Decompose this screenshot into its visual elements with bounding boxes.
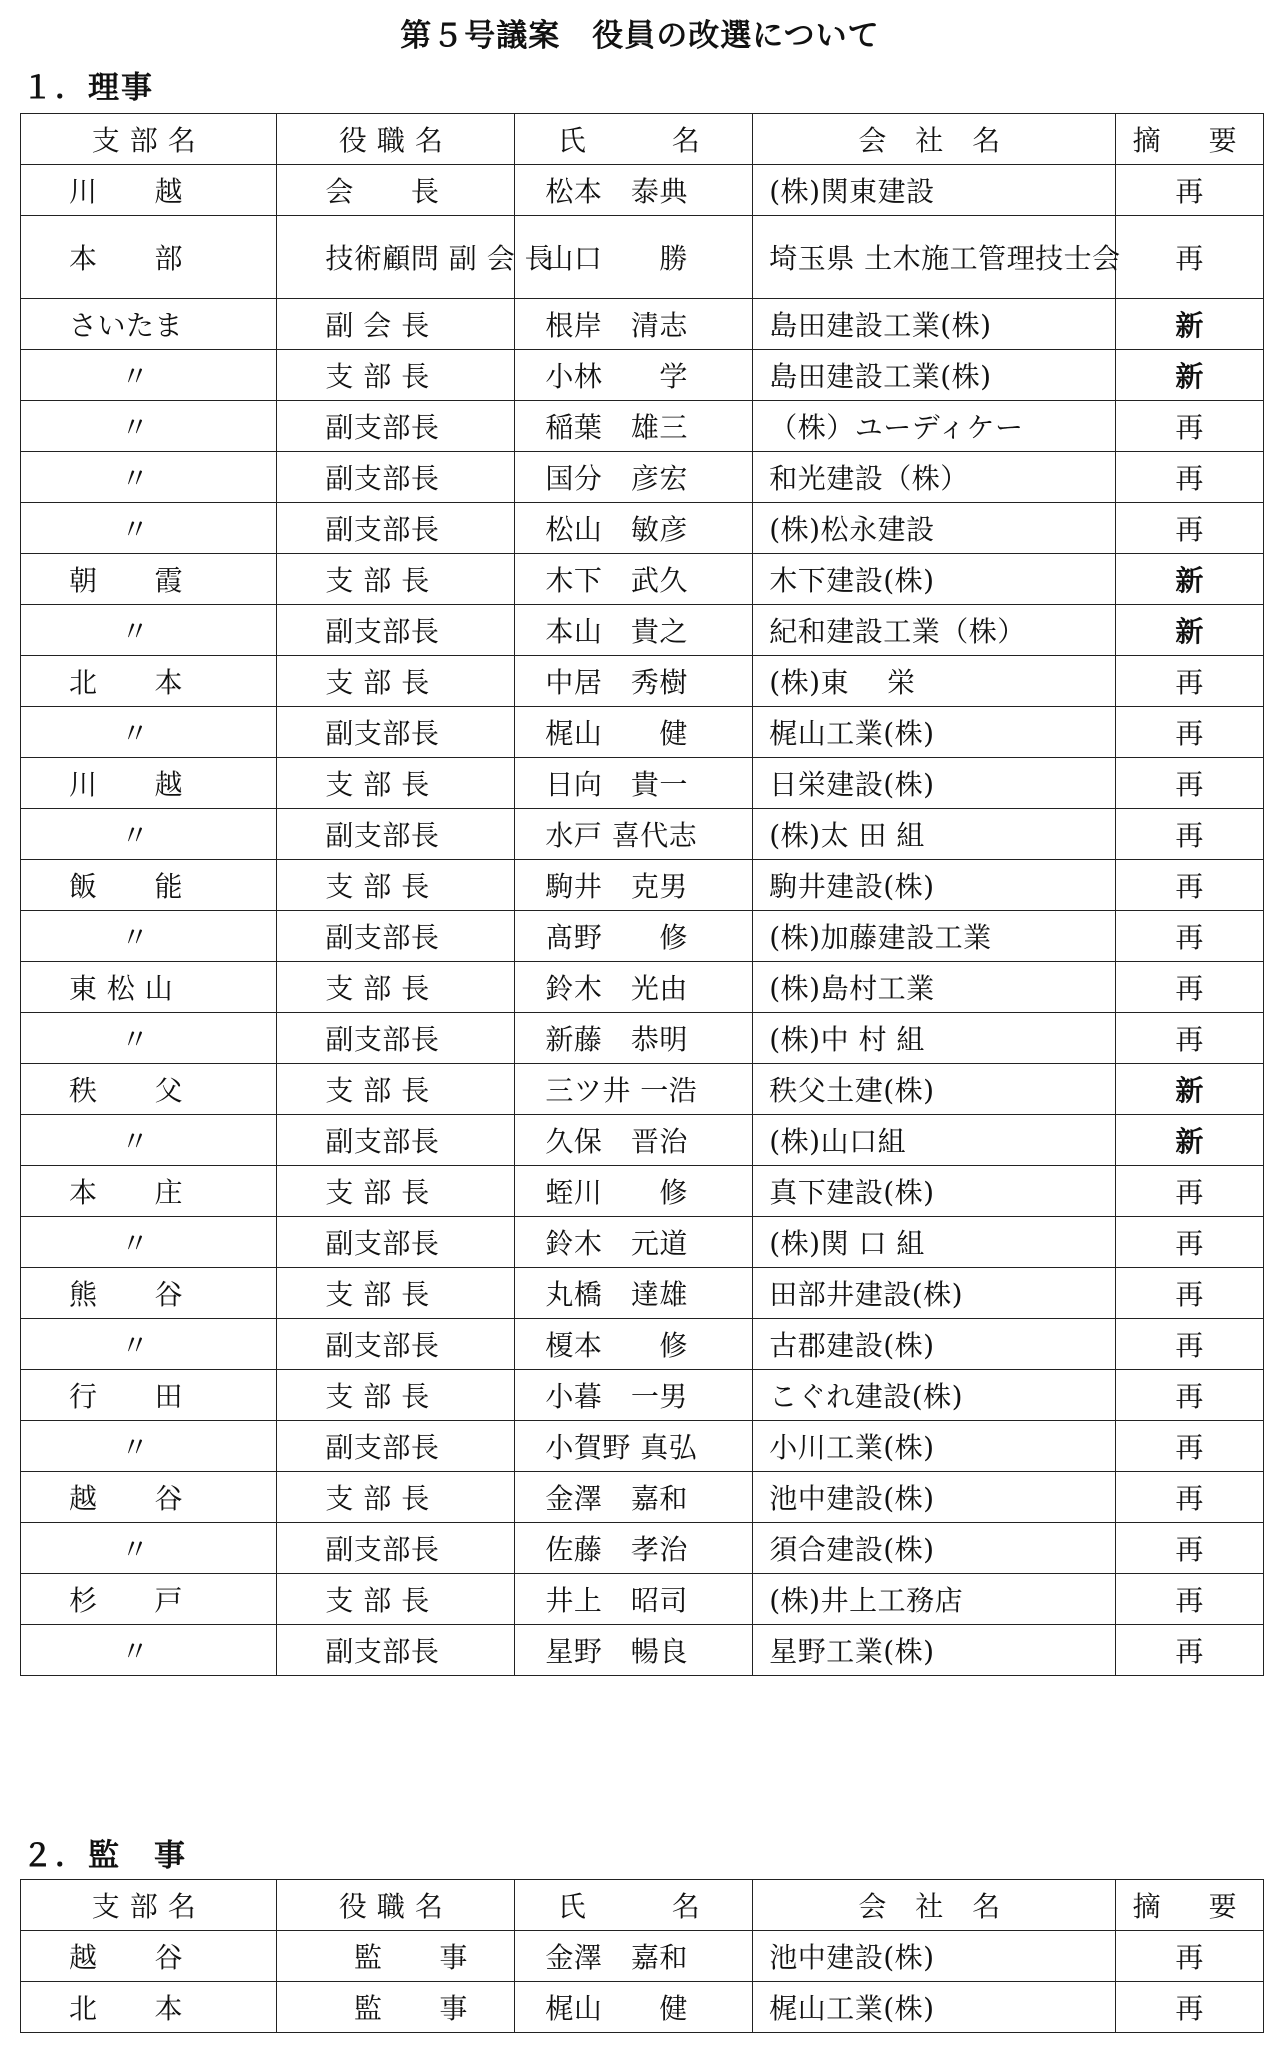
auditors-table-body — [21, 1931, 1264, 2033]
role-cell: 副支部長 — [277, 452, 515, 503]
branch-cell: 秩 父 — [21, 1064, 277, 1115]
role-cell: 支 部 長 — [277, 1268, 515, 1319]
branch-cell: さいたま — [21, 299, 277, 350]
note-cell: 再 — [1116, 1472, 1264, 1523]
company-cell: (株)山口組 — [753, 1115, 1116, 1166]
branch-cell: 熊 谷 — [21, 1268, 277, 1319]
person-name-cell: 久保 晋治 — [515, 1115, 753, 1166]
role-cell: 副支部長 — [277, 1523, 515, 1574]
note-cell: 新 — [1116, 605, 1264, 656]
role-cell: 副支部長 — [277, 911, 515, 962]
branch-cell: 〃 — [21, 1625, 277, 1676]
branch-cell: 本 庄 — [21, 1166, 277, 1217]
page-title: 第５号議案 役員の改選について — [400, 18, 880, 54]
company-cell: (株)中 村 組 — [753, 1013, 1116, 1064]
role-cell: 支 部 長 — [277, 656, 515, 707]
person-name-cell: 本山 貴之 — [515, 605, 753, 656]
role-cell: 支 部 長 — [277, 758, 515, 809]
note-cell: 再 — [1116, 758, 1264, 809]
role-cell: 監 事 — [277, 1931, 515, 1982]
table-row — [21, 1625, 1264, 1676]
person-name-cell: 星野 暢良 — [515, 1625, 753, 1676]
company-cell: (株)太 田 組 — [753, 809, 1116, 860]
table-row — [21, 1064, 1264, 1115]
company-cell: 梶山工業(株) — [753, 1982, 1116, 2033]
company-cell: 埼玉県 土木施工管理技士会 — [753, 216, 1116, 299]
table-row — [21, 1574, 1264, 1625]
role-cell: 副 会 長 — [277, 299, 515, 350]
person-name-cell: 水戸 喜代志 — [515, 809, 753, 860]
note-cell: 再 — [1116, 1268, 1264, 1319]
company-cell: 池中建設(株) — [753, 1931, 1116, 1982]
person-name-cell: 木下 武久 — [515, 554, 753, 605]
role-cell: 副支部長 — [277, 1013, 515, 1064]
person-name-cell: 新藤 恭明 — [515, 1013, 753, 1064]
column-header-name: 氏 名 — [515, 1880, 753, 1931]
person-name-cell: 丸橋 達雄 — [515, 1268, 753, 1319]
note-cell: 新 — [1116, 299, 1264, 350]
role-cell: 支 部 長 — [277, 1166, 515, 1217]
branch-cell: 杉 戸 — [21, 1574, 277, 1625]
branch-cell: 東 松 山 — [21, 962, 277, 1013]
table-header-row — [21, 114, 1264, 165]
person-name-cell: 金澤 嘉和 — [515, 1472, 753, 1523]
company-cell: 島田建設工業(株) — [753, 350, 1116, 401]
role-cell: 支 部 長 — [277, 1370, 515, 1421]
role-cell: 副支部長 — [277, 503, 515, 554]
company-cell: こぐれ建設(株) — [753, 1370, 1116, 1421]
company-cell: （株）ユーディケー — [753, 401, 1116, 452]
note-cell: 再 — [1116, 1166, 1264, 1217]
note-cell: 再 — [1116, 1523, 1264, 1574]
person-name-cell: 中居 秀樹 — [515, 656, 753, 707]
table-row — [21, 216, 1264, 299]
branch-cell: 越 谷 — [21, 1931, 277, 1982]
note-cell: 再 — [1116, 401, 1264, 452]
note-cell: 再 — [1116, 860, 1264, 911]
company-cell: 紀和建設工業（株） — [753, 605, 1116, 656]
person-name-cell: 三ツ井 一浩 — [515, 1064, 753, 1115]
table-row — [21, 1013, 1264, 1064]
person-name-cell: 松本 泰典 — [515, 165, 753, 216]
table-row — [21, 1115, 1264, 1166]
role-cell: 支 部 長 — [277, 860, 515, 911]
branch-cell: 〃 — [21, 605, 277, 656]
role-cell: 副支部長 — [277, 809, 515, 860]
note-cell: 再 — [1116, 1982, 1264, 2033]
auditors-table — [20, 1879, 1264, 2033]
person-name-cell: 小暮 一男 — [515, 1370, 753, 1421]
note-cell: 再 — [1116, 1319, 1264, 1370]
company-cell: (株)井上工務店 — [753, 1574, 1116, 1625]
note-cell: 新 — [1116, 1115, 1264, 1166]
branch-cell: 〃 — [21, 1115, 277, 1166]
table-row — [21, 1166, 1264, 1217]
role-cell: 副支部長 — [277, 1421, 515, 1472]
role-cell: 副支部長 — [277, 707, 515, 758]
note-cell: 新 — [1116, 350, 1264, 401]
table-row — [21, 401, 1264, 452]
table-row — [21, 1523, 1264, 1574]
company-cell: 和光建設（株） — [753, 452, 1116, 503]
role-cell: 支 部 長 — [277, 1472, 515, 1523]
role-cell: 副支部長 — [277, 1115, 515, 1166]
table-row — [21, 299, 1264, 350]
company-cell: 星野工業(株) — [753, 1625, 1116, 1676]
person-name-cell: 国分 彦宏 — [515, 452, 753, 503]
person-name-cell: 蛭川 修 — [515, 1166, 753, 1217]
company-cell: (株)加藤建設工業 — [753, 911, 1116, 962]
table-row — [21, 758, 1264, 809]
company-cell: 須合建設(株) — [753, 1523, 1116, 1574]
role-cell: 支 部 長 — [277, 962, 515, 1013]
person-name-cell: 梶山 健 — [515, 707, 753, 758]
note-cell: 再 — [1116, 503, 1264, 554]
company-cell: 駒井建設(株) — [753, 860, 1116, 911]
person-name-cell: 松山 敏彦 — [515, 503, 753, 554]
role-cell: 支 部 長 — [277, 350, 515, 401]
company-cell: 真下建設(株) — [753, 1166, 1116, 1217]
branch-cell: 〃 — [21, 1013, 277, 1064]
note-cell: 再 — [1116, 1931, 1264, 1982]
note-cell: 再 — [1116, 1013, 1264, 1064]
branch-cell: 北 本 — [21, 656, 277, 707]
role-cell: 支 部 長 — [277, 1574, 515, 1625]
person-name-cell: 井上 昭司 — [515, 1574, 753, 1625]
branch-cell: 行 田 — [21, 1370, 277, 1421]
column-header-role: 役職名 — [277, 114, 515, 165]
person-name-cell: 駒井 克男 — [515, 860, 753, 911]
branch-cell: 〃 — [21, 1319, 277, 1370]
note-cell: 再 — [1116, 1217, 1264, 1268]
branch-cell: 〃 — [21, 452, 277, 503]
branch-cell: 飯 能 — [21, 860, 277, 911]
person-name-cell: 鈴木 元道 — [515, 1217, 753, 1268]
role-cell: 技術顧問 副 会 長 — [277, 216, 515, 299]
branch-cell: 〃 — [21, 809, 277, 860]
table-row — [21, 1421, 1264, 1472]
table-row — [21, 1268, 1264, 1319]
person-name-cell: 小林 学 — [515, 350, 753, 401]
branch-cell: 〃 — [21, 1523, 277, 1574]
directors-table — [20, 113, 1264, 1676]
table-row — [21, 1931, 1264, 1982]
column-header-branch: 支部名 — [21, 1880, 277, 1931]
company-cell: (株)島村工業 — [753, 962, 1116, 1013]
table-row — [21, 911, 1264, 962]
person-name-cell: 山口 勝 — [515, 216, 753, 299]
branch-cell: 〃 — [21, 401, 277, 452]
table-row — [21, 165, 1264, 216]
branch-cell: 〃 — [21, 350, 277, 401]
note-cell: 再 — [1116, 809, 1264, 860]
table-row — [21, 452, 1264, 503]
table-row — [21, 605, 1264, 656]
table-row — [21, 350, 1264, 401]
branch-cell: 越 谷 — [21, 1472, 277, 1523]
table-row — [21, 1319, 1264, 1370]
role-cell: 副支部長 — [277, 605, 515, 656]
role-cell: 副支部長 — [277, 1319, 515, 1370]
person-name-cell: 榎本 修 — [515, 1319, 753, 1370]
table-row — [21, 1370, 1264, 1421]
column-header-name: 氏 名 — [515, 114, 753, 165]
branch-cell: 朝 霞 — [21, 554, 277, 605]
column-header-note: 摘 要 — [1116, 1880, 1264, 1931]
branch-cell: 〃 — [21, 1217, 277, 1268]
note-cell: 再 — [1116, 707, 1264, 758]
column-header-note: 摘 要 — [1116, 114, 1264, 165]
branch-cell: 北 本 — [21, 1982, 277, 2033]
note-cell: 再 — [1116, 911, 1264, 962]
note-cell: 再 — [1116, 452, 1264, 503]
table-row — [21, 554, 1264, 605]
company-cell: (株)松永建設 — [753, 503, 1116, 554]
company-cell: 島田建設工業(株) — [753, 299, 1116, 350]
table-row — [21, 1217, 1264, 1268]
note-cell: 新 — [1116, 554, 1264, 605]
role-cell: 支 部 長 — [277, 554, 515, 605]
company-cell: (株)東 栄 — [753, 656, 1116, 707]
note-cell: 再 — [1116, 165, 1264, 216]
role-cell: 副支部長 — [277, 401, 515, 452]
company-cell: 木下建設(株) — [753, 554, 1116, 605]
note-cell: 再 — [1116, 962, 1264, 1013]
role-cell: 監 事 — [277, 1982, 515, 2033]
person-name-cell: 日向 貴一 — [515, 758, 753, 809]
section-heading-directors: １．理事 — [22, 70, 154, 106]
branch-cell: 〃 — [21, 1421, 277, 1472]
note-cell: 再 — [1116, 1574, 1264, 1625]
note-cell: 再 — [1116, 1421, 1264, 1472]
role-cell: 会 長 — [277, 165, 515, 216]
company-cell: 日栄建設(株) — [753, 758, 1116, 809]
branch-cell: 本 部 — [21, 216, 277, 299]
branch-cell: 川 越 — [21, 165, 277, 216]
column-header-role: 役職名 — [277, 1880, 515, 1931]
table-row — [21, 503, 1264, 554]
note-cell: 再 — [1116, 1370, 1264, 1421]
company-cell: 池中建設(株) — [753, 1472, 1116, 1523]
company-cell: 小川工業(株) — [753, 1421, 1116, 1472]
role-cell: 副支部長 — [277, 1217, 515, 1268]
person-name-cell: 髙野 修 — [515, 911, 753, 962]
company-cell: 田部井建設(株) — [753, 1268, 1116, 1319]
table-row — [21, 656, 1264, 707]
directors-table-body — [21, 165, 1264, 1676]
branch-cell: 〃 — [21, 707, 277, 758]
branch-cell: 〃 — [21, 911, 277, 962]
branch-cell: 川 越 — [21, 758, 277, 809]
company-cell: 梶山工業(株) — [753, 707, 1116, 758]
table-row — [21, 860, 1264, 911]
person-name-cell: 小賀野 真弘 — [515, 1421, 753, 1472]
table-row — [21, 1982, 1264, 2033]
note-cell: 新 — [1116, 1064, 1264, 1115]
person-name-cell: 稲葉 雄三 — [515, 401, 753, 452]
column-header-company: 会 社 名 — [753, 114, 1116, 165]
table-row — [21, 1472, 1264, 1523]
role-cell: 支 部 長 — [277, 1064, 515, 1115]
company-cell: (株)関 口 組 — [753, 1217, 1116, 1268]
person-name-cell: 金澤 嘉和 — [515, 1931, 753, 1982]
note-cell: 再 — [1116, 656, 1264, 707]
table-row — [21, 809, 1264, 860]
note-cell: 再 — [1116, 1625, 1264, 1676]
company-cell: 古郡建設(株) — [753, 1319, 1116, 1370]
branch-cell: 〃 — [21, 503, 277, 554]
column-header-branch: 支部名 — [21, 114, 277, 165]
table-row — [21, 707, 1264, 758]
section-heading-auditors: ２．監 事 — [22, 1838, 187, 1874]
person-name-cell: 根岸 清志 — [515, 299, 753, 350]
company-cell: 秩父土建(株) — [753, 1064, 1116, 1115]
table-header-row — [21, 1880, 1264, 1931]
company-cell: (株)関東建設 — [753, 165, 1116, 216]
person-name-cell: 梶山 健 — [515, 1982, 753, 2033]
table-row — [21, 962, 1264, 1013]
role-cell: 副支部長 — [277, 1625, 515, 1676]
note-cell: 再 — [1116, 216, 1264, 299]
person-name-cell: 鈴木 光由 — [515, 962, 753, 1013]
person-name-cell: 佐藤 孝治 — [515, 1523, 753, 1574]
column-header-company: 会 社 名 — [753, 1880, 1116, 1931]
